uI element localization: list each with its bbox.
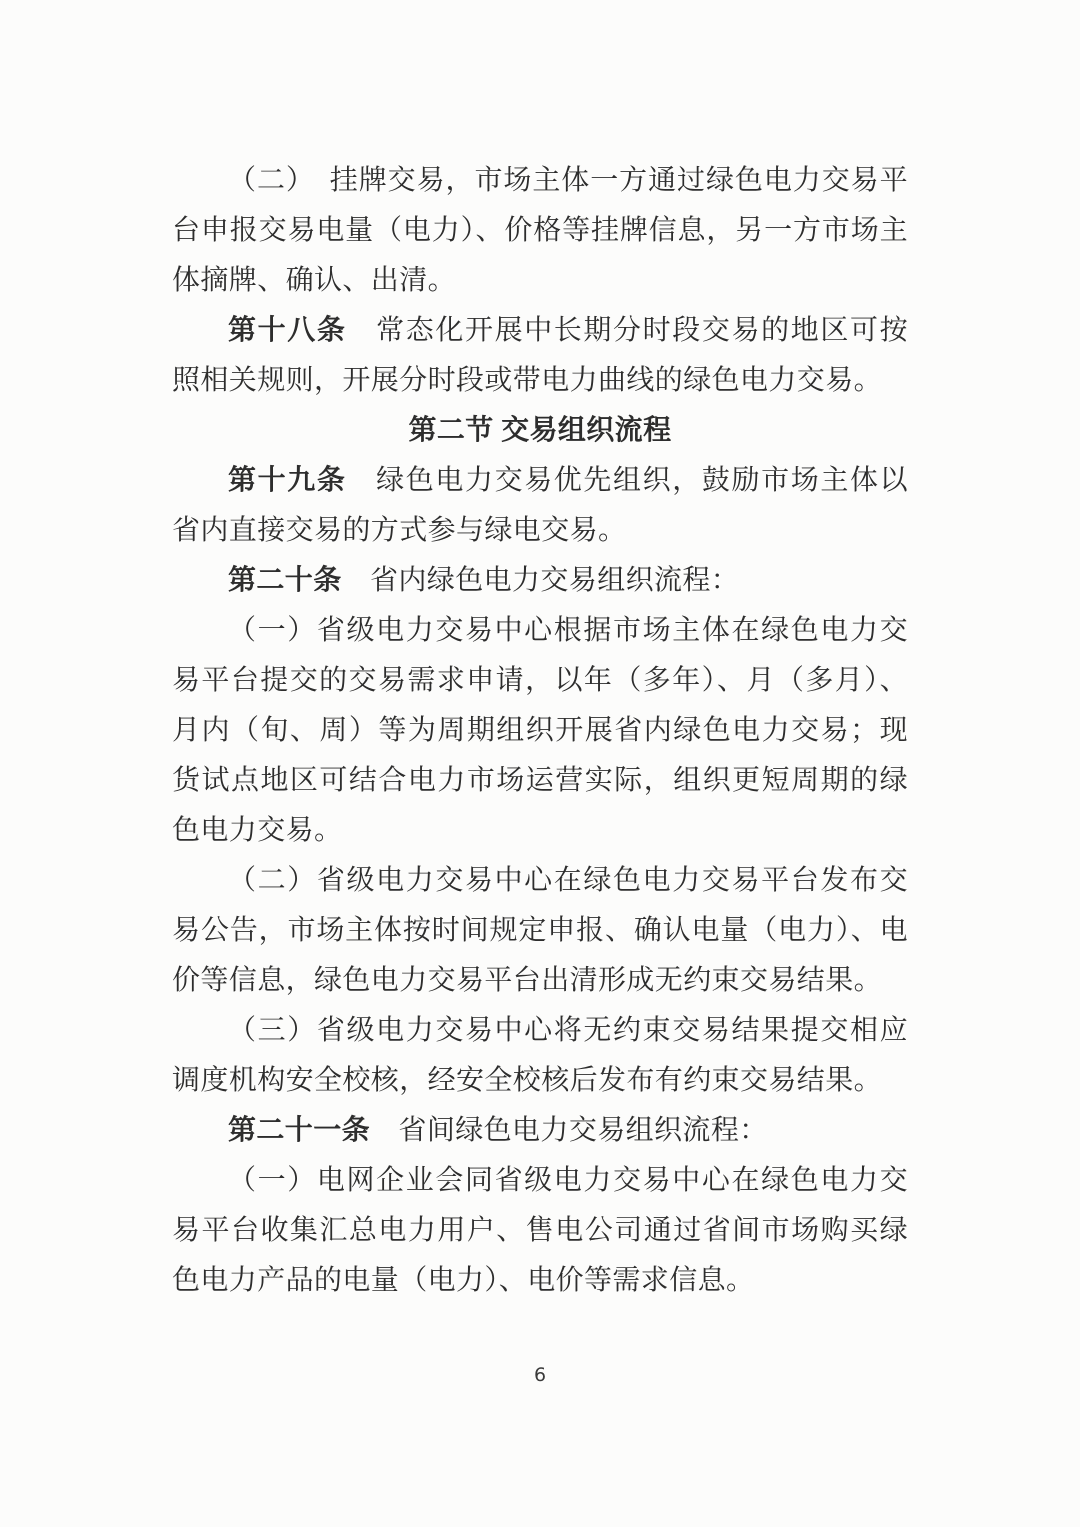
paragraph [172, 1106, 908, 1156]
document-body [172, 156, 908, 1306]
paragraph-text: （一）电网企业会同省级电力交易中心在绿色电力交易平台收集汇总电力用户、售电公司通过省间市场购买绿色电力产品的电量（电力）、电价等需求信息。 [172, 1165, 908, 1296]
section-heading [172, 406, 908, 456]
article-number: 第二十一条 [228, 1115, 371, 1146]
paragraph-text: （二） 挂牌交易，市场主体一方通过绿色电力交易平台申报交易电量（电力）、价格等挂牌信息，另一方市场主体摘牌、确认、出清。 [172, 165, 908, 296]
paragraph [172, 856, 908, 1006]
paragraph [172, 606, 908, 856]
article-number: 第十九条 [228, 465, 347, 496]
section-heading-text: 第二节 交易组织流程 [408, 415, 672, 446]
paragraph [172, 556, 908, 606]
paragraph-text: 常态化开展中长期分时段交易的地区可按照相关规则，开展分时段或带电力曲线的绿色电力交易。 [172, 315, 908, 396]
article-number: 第二十条 [228, 565, 342, 596]
paragraph [172, 306, 908, 406]
paragraph [172, 1006, 908, 1106]
paragraph [172, 156, 908, 306]
paragraph [172, 456, 908, 556]
paragraph-text: 绿色电力交易优先组织，鼓励市场主体以省内直接交易的方式参与绿电交易。 [172, 465, 908, 546]
paragraph-text: （一）省级电力交易中心根据市场主体在绿色电力交易平台提交的交易需求申请，以年（多年）、月（多月）、月内（旬、周）等为周期组织开展省内绿色电力交易；现货试点地区可结合电力市场运营实际，组织更短周期的绿色电力交易。 [172, 615, 908, 846]
paragraph-text: （二）省级电力交易中心在绿色电力交易平台发布交易公告，市场主体按时间规定申报、确认电量（电力）、电价等信息，绿色电力交易平台出清形成无约束交易结果。 [172, 865, 908, 996]
article-number: 第十八条 [228, 315, 347, 346]
paragraph-text: 省间绿色电力交易组织流程： [370, 1115, 768, 1146]
paragraph-text: 省内绿色电力交易组织流程： [341, 565, 740, 596]
paragraph-text: （三）省级电力交易中心将无约束交易结果提交相应调度机构安全校核，经安全校核后发布有约束交易结果。 [172, 1015, 908, 1096]
paragraph [172, 1156, 908, 1306]
page-number: 6 [533, 1364, 547, 1386]
